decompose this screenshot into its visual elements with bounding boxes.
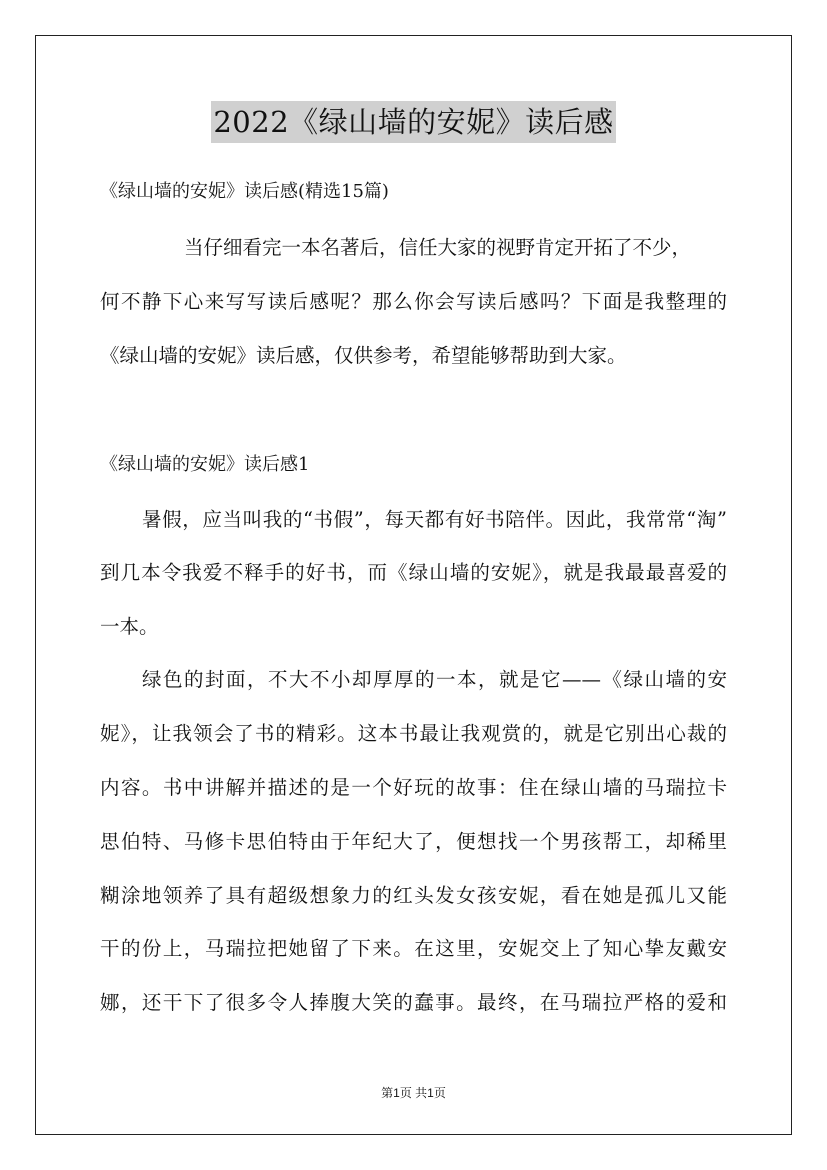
paragraph-line: 妮》，让我领会了书的精彩。这本书最让我观赏的，就是它别出心裁的 [100, 722, 727, 745]
paragraph-line: 一本。 [100, 615, 159, 638]
paragraph-line: 暑假，应当叫我的“书假”，每天都有好书陪伴。因此，我常常“淘” [142, 508, 727, 531]
section-heading: 《绿山墙的安妮》读后感1 [100, 454, 310, 475]
paragraph-line: 绿色的封面，不大不小却厚厚的一本，就是它——《绿山墙的安 [142, 668, 727, 691]
paragraph-line: 干的份上，马瑞拉把她留了下来。在这里，安妮交上了知心挚友戴安 [100, 937, 727, 960]
intro-line: 何不静下心来写写读后感呢？那么你会写读后感吗？下面是我整理的 [100, 290, 727, 313]
intro-line: 《绿山墙的安妮》读后感，仅供参考，希望能够帮助到大家。 [100, 344, 627, 367]
paragraph-line: 到几本令我爱不释手的好书，而《绿山墙的安妮》，就是我最最喜爱的 [100, 561, 727, 584]
paragraph-line: 思伯特、马修卡思伯特由于年纪大了，便想找一个男孩帮工，却稀里 [100, 830, 727, 853]
paragraph-line: 糊涂地领养了具有超级想象力的红头发女孩安妮，看在她是孤儿又能 [100, 884, 727, 907]
paragraph-line: 内容。书中讲解并描述的是一个好玩的故事：住在绿山墙的马瑞拉卡 [100, 776, 727, 799]
document-title: 2022《绿山墙的安妮》读后感 [211, 101, 615, 143]
paragraph-line: 娜，还干下了很多令人捧腹大笑的蠢事。最终，在马瑞拉严格的爱和 [100, 991, 727, 1014]
title-container [0, 101, 827, 143]
intro-line: 当仔细看完一本名著后，信任大家的视野肯定开拓了不少， [184, 236, 692, 259]
subtitle: 《绿山墙的安妮》读后感(精选15篇) [100, 181, 389, 202]
page-footer: 第1页 共1页 [381, 1086, 446, 1100]
